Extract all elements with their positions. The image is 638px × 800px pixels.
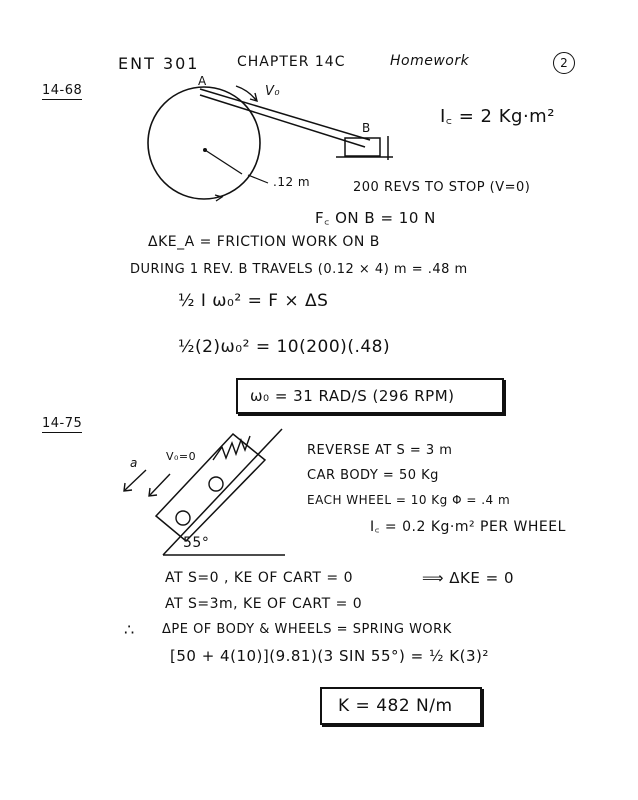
header-course: ENT 301 [118, 54, 200, 73]
p2-answer: K = 482 N/m [338, 696, 453, 716]
p2-line-s0: AT S=0 , KE OF CART = 0 [165, 570, 354, 586]
p2-line-dke: ⟹ ΔKE = 0 [422, 569, 514, 587]
p2-line-s3: AT S=3m, KE OF CART = 0 [165, 596, 363, 612]
wheel-upper [209, 477, 223, 491]
p2-line-dpe: ΔPE OF BODY & WHEELS = SPRING WORK [162, 622, 452, 637]
p2-answer-box [320, 687, 482, 725]
velocity-label: V₀ [265, 84, 281, 99]
p2-therefore: ∴ [124, 620, 135, 639]
p1-line-travel: DURING 1 REV. B TRAVELS (0.12 × 4) m = .48 m [130, 262, 468, 277]
header-type: Homework [390, 53, 470, 69]
p2-line-inertia: I꜀ = 0.2 Kg·m² PER WHEEL [370, 519, 566, 535]
problem2-number: 14-75 [42, 416, 83, 431]
point-a-label: A [198, 74, 207, 88]
accel-arrow [125, 470, 146, 490]
p2-line-reverse: REVERSE AT S = 3 m [307, 443, 453, 458]
point-b-label: B [362, 121, 371, 135]
p1-line-energy: ΔKE_A = FRICTION WORK ON B [148, 234, 380, 250]
p2-line-wheel: EACH WHEEL = 10 Kg Φ = .4 m [307, 493, 511, 507]
header-chapter: CHAPTER 14C [237, 54, 346, 70]
p2-line-body: CAR BODY = 50 Kg [307, 468, 439, 483]
p1-line-eq1: ½ I ω₀² = F × ΔS [178, 291, 329, 311]
accel-label: a [130, 456, 138, 470]
p1-answer: ω₀ = 31 RAD/S (296 RPM) [250, 387, 455, 405]
p1-line-friction: F꜀ ON B = 10 N [315, 209, 436, 227]
problem1-number: 14-68 [42, 83, 83, 98]
radius-label: .12 m [273, 175, 311, 189]
p2-line-eq: [50 + 4(10)](9.81)(3 SIN 55°) = ½ K(3)² [170, 647, 489, 665]
velocity-arrow-2 [150, 474, 170, 495]
p1-line-inertia: I꜀ = 2 Kg·m² [440, 106, 555, 127]
p1-line-revs: 200 REVS TO STOP (V=0) [353, 180, 531, 195]
page-number: 2 [560, 56, 568, 70]
spring [213, 436, 250, 460]
wheel-lower [176, 511, 190, 525]
p1-line-eq2: ½(2)ω₀² = 10(200)(.48) [178, 337, 391, 357]
angle-label: 55° [183, 535, 210, 551]
velocity2-label: V₀=0 [166, 450, 197, 463]
